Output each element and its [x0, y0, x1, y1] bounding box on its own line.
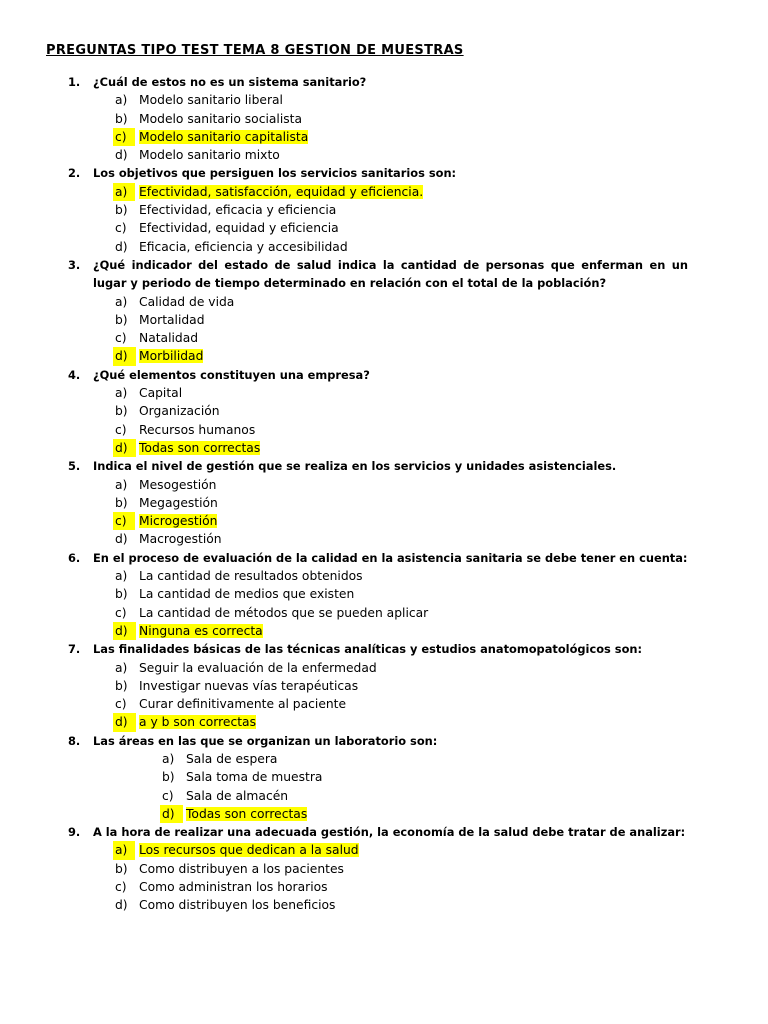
option-5d: [0, 530, 768, 548]
option-6b: [0, 585, 768, 603]
question-text: ¿Qué indicador del estado de salud indica la cantidad de personas que enferman en un lugar y periodo de tiempo determinado en relación con el total de la población?: [93, 257, 688, 291]
option-1c-highlighted: [0, 128, 768, 146]
option-text: Como distribuyen a los pacientes: [139, 861, 344, 876]
option-letter: c): [115, 605, 127, 620]
question-text: Indica el nivel de gestión que se realiza en los servicios y unidades asistenciales.: [93, 459, 617, 474]
option-3a: [0, 293, 768, 311]
option-letter: a): [115, 294, 128, 309]
option-9c: [0, 878, 768, 896]
option-letter: b): [115, 203, 128, 218]
question-number: 3.: [68, 257, 81, 272]
option-text: Modelo sanitario capitalista: [139, 129, 309, 144]
option-3d-highlighted: [0, 347, 768, 365]
option-text: Sala de espera: [186, 751, 278, 766]
option-text: Macrogestión: [139, 532, 222, 547]
question-text: Las finalidades básicas de las técnicas analíticas y estudios anatomopatológicos son:: [93, 642, 643, 657]
option-1b: [0, 110, 768, 128]
option-text: Calidad de vida: [139, 294, 235, 309]
option-letter: a): [115, 93, 128, 108]
question-text: Las áreas en las que se organizan un laboratorio son:: [93, 733, 438, 748]
option-letter: a): [113, 841, 135, 859]
question-text: Los objetivos que persiguen los servicios sanitarios son:: [93, 166, 457, 181]
option-letter: c): [115, 422, 127, 437]
option-3b: [0, 311, 768, 329]
option-letter: a): [115, 660, 128, 675]
option-letter: d): [160, 805, 183, 823]
option-8d-highlighted: [0, 805, 768, 823]
option-text: Curar definitivamente al paciente: [139, 697, 347, 712]
question-text: A la hora de realizar una adecuada gestión, la economía de la salud debe tratar de analizar:: [93, 825, 686, 840]
option-3c: [0, 329, 768, 347]
option-letter: a): [115, 477, 128, 492]
option-text: La cantidad de métodos que se pueden aplicar: [139, 605, 429, 620]
option-letter: c): [115, 880, 127, 895]
option-text: Efectividad, eficacia y eficiencia: [139, 203, 337, 218]
option-text: Como administran los horarios: [139, 880, 328, 895]
option-5c-highlighted: [0, 512, 768, 530]
option-6c: [0, 604, 768, 622]
option-4b: [0, 402, 768, 420]
option-letter: d): [115, 148, 128, 163]
option-letter: d): [115, 898, 128, 913]
option-letter: a): [115, 569, 128, 584]
option-letter: b): [115, 404, 128, 419]
option-7d-highlighted: [0, 713, 768, 731]
question-2: [0, 164, 768, 182]
option-5b: [0, 494, 768, 512]
option-letter: a): [115, 386, 128, 401]
question-number: 5.: [68, 459, 81, 474]
option-text: Efectividad, satisfacción, equidad y eficiencia.: [139, 184, 424, 199]
question-text: ¿Cuál de estos no es un sistema sanitario?: [93, 75, 367, 89]
option-letter: c): [115, 697, 127, 712]
question-number: 4.: [68, 367, 81, 382]
option-letter: b): [115, 678, 128, 693]
question-text: En el proceso de evaluación de la calidad en la asistencia sanitaria se debe tener en cuenta:: [93, 550, 688, 565]
option-letter: b): [115, 861, 128, 876]
option-text: Mesogestión: [139, 477, 217, 492]
question-1: [0, 73, 768, 91]
question-9: [0, 823, 768, 841]
option-letter: d): [113, 622, 136, 640]
question-text: ¿Qué elementos constituyen una empresa?: [93, 367, 370, 382]
question-6: [0, 549, 768, 567]
option-5a: [0, 476, 768, 494]
question-4: [0, 366, 768, 384]
option-7c: [0, 695, 768, 713]
option-text: Los recursos que dedican a la salud: [139, 843, 359, 858]
option-1a: [0, 91, 768, 109]
option-2b: [0, 201, 768, 219]
option-2d: [0, 238, 768, 256]
question-number: 7.: [68, 642, 81, 657]
option-8c: [0, 787, 768, 805]
question-3: [0, 256, 768, 293]
option-text: La cantidad de medios que existen: [139, 587, 355, 602]
question-number: 8.: [68, 733, 81, 748]
option-2c: [0, 219, 768, 237]
option-text: Recursos humanos: [139, 422, 256, 437]
option-text: Seguir la evaluación de la enfermedad: [139, 660, 377, 675]
option-4d-highlighted: [0, 439, 768, 457]
option-letter: d): [115, 532, 128, 547]
question-number: 2.: [68, 166, 81, 181]
option-letter: c): [115, 331, 127, 346]
option-letter: c): [113, 512, 135, 530]
option-text: La cantidad de resultados obtenidos: [139, 569, 363, 584]
option-9a-highlighted: [0, 841, 768, 859]
option-text: Modelo sanitario socialista: [139, 111, 303, 126]
option-4c: [0, 421, 768, 439]
option-letter: a): [162, 751, 175, 766]
option-text: Modelo sanitario liberal: [139, 93, 283, 108]
option-4a: [0, 384, 768, 402]
option-text: Mortalidad: [139, 312, 205, 327]
option-letter: b): [115, 111, 128, 126]
option-text: Eficacia, eficiencia y accesibilidad: [139, 239, 348, 254]
question-list: [0, 73, 768, 915]
option-text: Todas son correctas: [139, 440, 261, 455]
option-letter: c): [162, 788, 174, 803]
question-8: [0, 732, 768, 750]
question-7: [0, 640, 768, 658]
option-letter: c): [113, 128, 135, 146]
option-6a: [0, 567, 768, 585]
option-text: a y b son correctas: [139, 715, 256, 730]
option-text: Ninguna es correcta: [139, 623, 263, 638]
question-number: 1.: [68, 75, 81, 89]
option-letter: b): [115, 312, 128, 327]
option-text: Modelo sanitario mixto: [139, 148, 280, 163]
option-text: Todas son correctas: [186, 806, 308, 821]
option-6d-highlighted: [0, 622, 768, 640]
option-text: Organización: [139, 404, 220, 419]
option-text: Microgestión: [139, 514, 218, 529]
question-number: 6.: [68, 550, 81, 565]
option-letter: b): [162, 770, 175, 785]
option-text: Sala toma de muestra: [186, 770, 323, 785]
option-letter: d): [115, 239, 128, 254]
option-7a: [0, 659, 768, 677]
option-1d: [0, 146, 768, 164]
option-text: Megagestión: [139, 495, 218, 510]
option-text: Natalidad: [139, 331, 199, 346]
option-letter: d): [113, 347, 136, 365]
option-letter: b): [115, 495, 128, 510]
option-9b: [0, 860, 768, 878]
document-title: PREGUNTAS TIPO TEST TEMA 8 GESTION DE MUESTRAS: [46, 43, 464, 58]
option-text: Efectividad, equidad y eficiencia: [139, 221, 339, 236]
question-5: [0, 457, 768, 475]
option-letter: c): [115, 221, 127, 236]
option-7b: [0, 677, 768, 695]
option-letter: d): [113, 439, 136, 457]
option-8b: [0, 768, 768, 786]
option-text: Como distribuyen los beneficios: [139, 898, 336, 913]
option-letter: b): [115, 587, 128, 602]
option-2a-highlighted: [0, 183, 768, 201]
option-text: Sala de almacén: [186, 788, 289, 803]
question-number: 9.: [68, 825, 81, 840]
option-text: Investigar nuevas vías terapéuticas: [139, 678, 359, 693]
option-letter: a): [113, 183, 135, 201]
option-letter: d): [113, 713, 136, 731]
option-9d: [0, 896, 768, 914]
option-text: Capital: [139, 386, 183, 401]
option-text: Morbilidad: [139, 349, 204, 364]
option-8a: [0, 750, 768, 768]
